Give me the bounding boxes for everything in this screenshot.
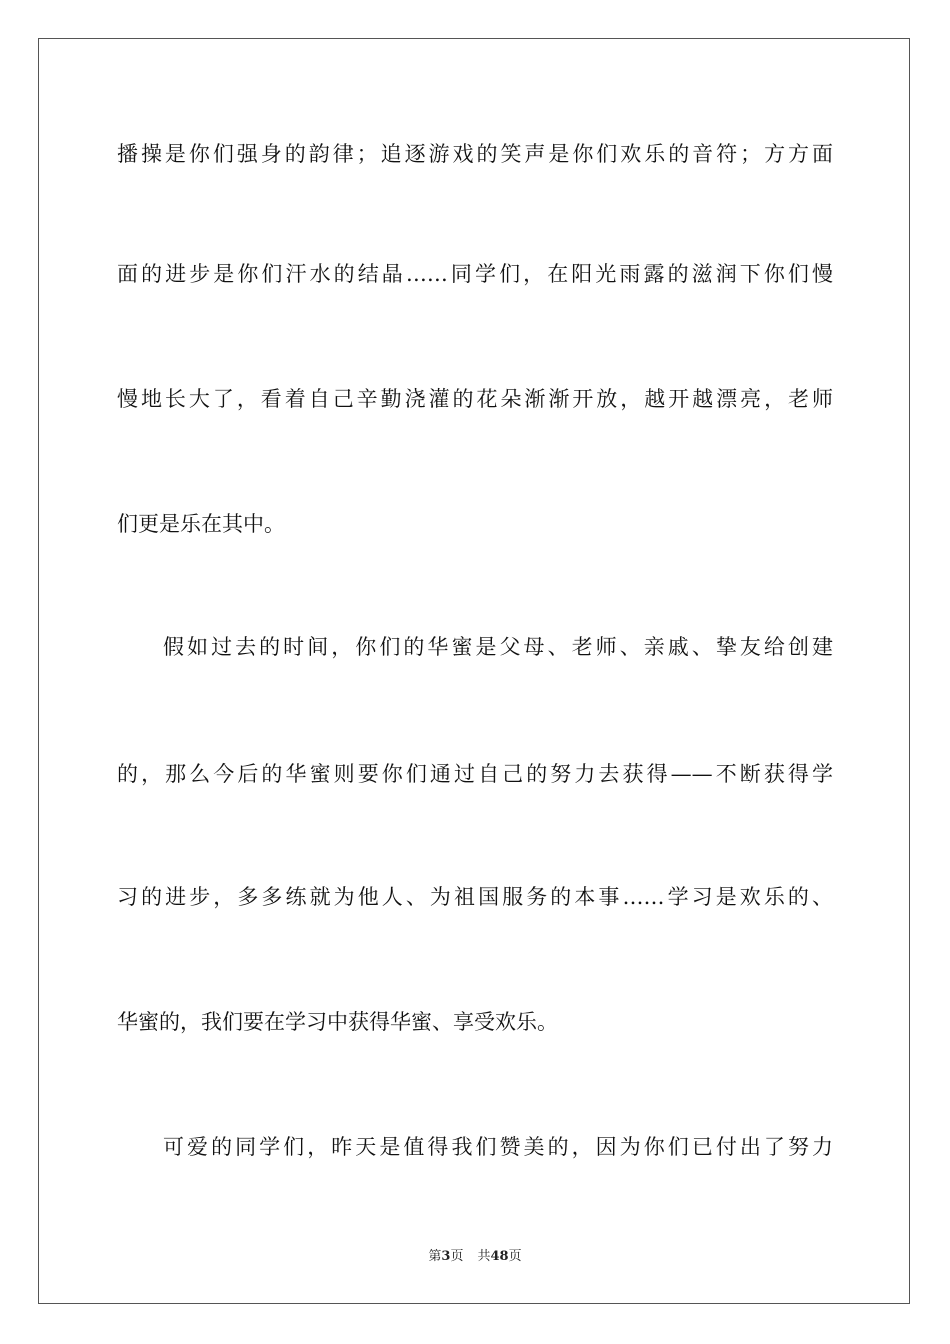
body-line-1: 播操是你们强身的韵律；追逐游戏的笑声是你们欢乐的音符；方方面 [117,142,833,166]
paragraph-2-line-3: 习的进步，多多练就为他人、为祖国服务的本事……学习是欢乐的、 [117,885,833,909]
page-suffix: 页 [450,1249,464,1264]
total-pages: 48 [490,1249,509,1264]
page-footer [0,1245,950,1264]
body-line-3: 慢地长大了，看着自己辛勤浇灌的花朵渐渐开放，越开越漂亮，老师 [117,387,833,411]
page-border [38,38,910,1304]
paragraph-2-line-1: 假如过去的时间，你们的华蜜是父母、老师、亲戚、挚友给创建 [163,635,833,659]
total-suffix: 页 [508,1249,522,1264]
paragraph-2-line-4: 华蜜的，我们要在学习中获得华蜜、享受欢乐。 [117,1010,558,1034]
page-prefix: 第 [428,1249,442,1264]
body-line-4: 们更是乐在其中。 [117,512,285,536]
total-prefix: 共 [477,1249,491,1264]
page-number: 3 [441,1249,451,1264]
paragraph-2-line-2: 的，那么今后的华蜜则要你们通过自己的努力去获得——不断获得学 [117,762,833,786]
body-line-2: 面的进步是你们汗水的结晶……同学们，在阳光雨露的滋润下你们慢 [117,262,833,286]
paragraph-3-line-1: 可爱的同学们，昨天是值得我们赞美的，因为你们已付出了努力 [163,1135,833,1159]
